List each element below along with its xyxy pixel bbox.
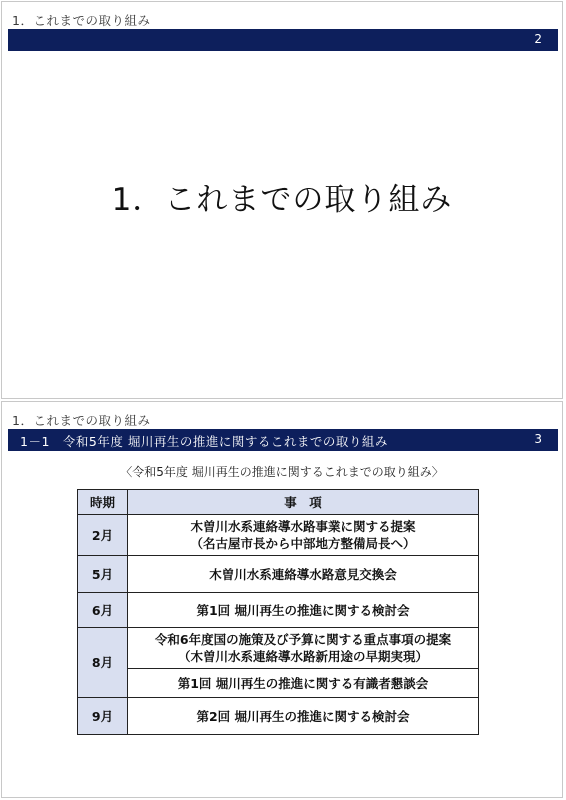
page-number: 2 (534, 32, 542, 46)
table-row (78, 628, 479, 669)
item-line: 令和6年度国の施策及び予算に関する重点事項の提案 (154, 632, 452, 647)
item-cell (128, 515, 479, 556)
slide-subtitle: 1－1 令和5年度 堀川再生の推進に関するこれまでの取り組み (20, 434, 388, 449)
table-header-row (78, 490, 479, 515)
table-row (78, 669, 479, 698)
table-row (78, 593, 479, 628)
item-cell: 第2回 堀川再生の推進に関する検討会 (128, 698, 479, 735)
item-line: （木曽川水系連絡導水路新用途の早期実現） (177, 649, 428, 664)
item-line: 木曽川水系連絡導水路事業に関する提案 (190, 519, 416, 534)
section-label: 1．これまでの取り組み (12, 13, 151, 28)
month-cell: 5月 (78, 556, 128, 593)
slide-1 (1, 1, 563, 399)
table-caption: 〈令和5年度 堀川再生の推進に関するこれまでの取り組み〉 (120, 465, 444, 479)
title-bar (8, 429, 558, 451)
item-line: （名古屋市長から中部地方整備局長へ） (190, 536, 416, 551)
table-row (78, 698, 479, 735)
item-cell (128, 628, 479, 669)
item-cell: 第1回 堀川再生の推進に関する検討会 (128, 593, 479, 628)
month-cell: 6月 (78, 593, 128, 628)
table-row (78, 556, 479, 593)
item-cell: 第1回 堀川再生の推進に関する有識者懇談会 (128, 669, 479, 698)
title-bar (8, 29, 558, 51)
header-period: 時期 (78, 490, 128, 515)
slide-2 (1, 401, 563, 798)
month-cell: 2月 (78, 515, 128, 556)
month-cell: 8月 (78, 628, 128, 698)
main-title: 1．これまでの取り組み (111, 182, 453, 218)
month-cell: 9月 (78, 698, 128, 735)
table-row (78, 515, 479, 556)
section-label: 1．これまでの取り組み (12, 413, 151, 428)
page-number: 3 (534, 432, 542, 446)
activities-table (77, 489, 479, 735)
header-item: 事 項 (128, 490, 479, 515)
item-cell: 木曽川水系連絡導水路意見交換会 (128, 556, 479, 593)
